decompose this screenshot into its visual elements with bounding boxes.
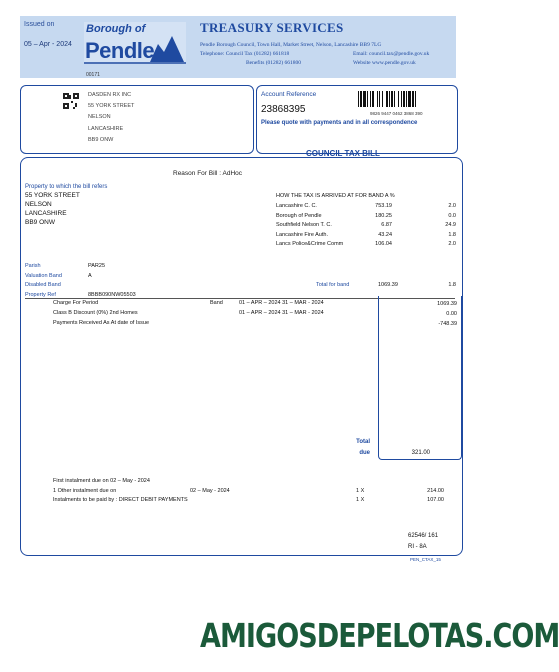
- recipient-line-3: NELSON: [88, 114, 111, 120]
- charge-amount: -748.39: [438, 321, 457, 327]
- parish-label: Parish: [25, 263, 41, 269]
- authority-name: Southfield Nelson T. C.: [276, 222, 332, 228]
- parish-value: PAR25: [88, 263, 106, 269]
- property-line-1: 55 YORK STREET: [25, 192, 80, 199]
- authority-percent: 0.0: [448, 213, 456, 219]
- account-note: Please quote with payments and in all correspondence: [261, 120, 418, 126]
- issued-label: Issued on: [24, 21, 55, 28]
- total-due-amount: 321.00: [411, 450, 430, 456]
- recipient-line-1: DASDEN RX INC: [88, 92, 132, 98]
- total-label: Total: [356, 439, 370, 445]
- total-for-band-percent: 1.8: [448, 282, 456, 288]
- qr-code-icon: [63, 93, 79, 109]
- watermark-text: AMIGOSDEPELOTAS.COM: [200, 616, 559, 655]
- valuation-band-value: A: [88, 273, 92, 279]
- form-code: PEN_CTAX_15: [410, 557, 441, 562]
- barcode-icon: [358, 91, 450, 107]
- barcode-number: 9826 9447 0462 3868 390: [370, 111, 423, 116]
- authority-value: 106.04: [375, 241, 392, 247]
- authority-name: Lancashire Fire Auth.: [276, 232, 328, 238]
- logo-code: 00171: [86, 72, 100, 78]
- logo-borough-text: Borough of: [86, 23, 146, 35]
- recipient-line-4: LANCASHIRE: [88, 126, 124, 132]
- property-line-4: BB9 ONW: [25, 219, 55, 226]
- charge-amount: 1069.39: [437, 301, 457, 307]
- treasury-address: Pendle Borough Council, Town Hall, Market Street, Nelson, Lancashire BB9 7LG: [200, 42, 382, 48]
- charge-period: 01 – APR – 2024 31 – MAR - 2024: [239, 310, 324, 316]
- issued-date: 05 – Apr - 2024: [24, 41, 72, 48]
- instalment-date: 02 – May - 2024: [190, 488, 230, 494]
- authority-percent: 2.0: [448, 203, 456, 209]
- logo-pendle-text: Pendle: [85, 38, 155, 63]
- property-label: Property to which the bill refers: [25, 184, 108, 190]
- property-ref-value: 8BBB090NW05503: [88, 292, 136, 298]
- property-line-3: LANCASHIRE: [25, 210, 67, 217]
- authority-value: 43.24: [378, 232, 392, 238]
- authority-name: Borough of Pendle: [276, 213, 322, 219]
- charge-period: 01 – APR – 2024 31 – MAR - 2024: [239, 300, 324, 306]
- disabled-band-label: Disabled Band: [25, 282, 61, 288]
- bill-reason: Reason For Bill : AdHoc: [173, 170, 243, 177]
- treasury-email[interactable]: Email: council.tax@pendle.gov.uk: [353, 51, 430, 57]
- authority-name: Lancs Police&Crime Comm: [276, 241, 344, 247]
- authority-percent: 24.9: [445, 222, 456, 228]
- valuation-band-label: Valuation Band: [25, 273, 62, 279]
- total-due-label: due: [359, 450, 370, 456]
- charge-band: Band: [210, 300, 223, 306]
- instalment-amount: 107.00: [427, 497, 444, 503]
- account-reference-label: Account Reference: [261, 91, 317, 98]
- bill-title: COUNCIL TAX BILL: [306, 149, 380, 158]
- reference-code-2: RI - 8A: [408, 544, 427, 550]
- charge-description: Class B Discount (0%) 2nd Homes: [53, 310, 138, 316]
- instalment-line: Instalments to be paid by : DIRECT DEBIT PAYMENTS: [53, 497, 188, 503]
- instalment-line: 1 Other instalment due on: [53, 488, 117, 494]
- reference-code-1: 62546/ 161: [408, 533, 439, 539]
- account-reference-number: 23868395: [261, 104, 306, 115]
- instalment-line: First instalment due on 02 – May - 2024: [53, 478, 150, 484]
- property-ref-label: Property Ref: [25, 292, 56, 298]
- recipient-line-5: BB9 ONW: [88, 137, 114, 143]
- total-for-band-label: Total for band: [316, 282, 350, 288]
- how-tax-label: HOW THE TAX IS ARRIVED AT FOR BAND A %: [276, 193, 395, 199]
- instalment-count: 1 X: [356, 497, 365, 503]
- treasury-website[interactable]: Website www.pendle.gov.uk: [353, 60, 416, 66]
- recipient-address-box: [20, 85, 254, 154]
- authority-percent: 1.8: [448, 232, 456, 238]
- treasury-tel-benefits: Benefits (01282) 661800: [246, 60, 301, 66]
- treasury-title: TREASURY SERVICES: [200, 20, 344, 35]
- authority-value: 753.19: [375, 203, 392, 209]
- authority-value: 6.87: [381, 222, 392, 228]
- authority-name: Lancashire C. C.: [276, 203, 317, 209]
- total-for-band-value: 1069.39: [378, 282, 398, 288]
- recipient-line-2: 55 YORK STREET: [88, 103, 135, 109]
- instalment-count: 1 X: [356, 488, 365, 494]
- charge-description: Payments Received As At date of Issue: [53, 320, 149, 326]
- charge-description: Charge For Period: [53, 300, 99, 306]
- authority-percent: 2.0: [448, 241, 456, 247]
- authority-value: 180.25: [375, 213, 392, 219]
- charge-amount: 0.00: [446, 311, 457, 317]
- property-line-2: NELSON: [25, 201, 52, 208]
- treasury-tel-council-tax: Telephone: Council Tax (01282) 661818: [200, 51, 290, 57]
- instalment-amount: 214.00: [427, 488, 444, 494]
